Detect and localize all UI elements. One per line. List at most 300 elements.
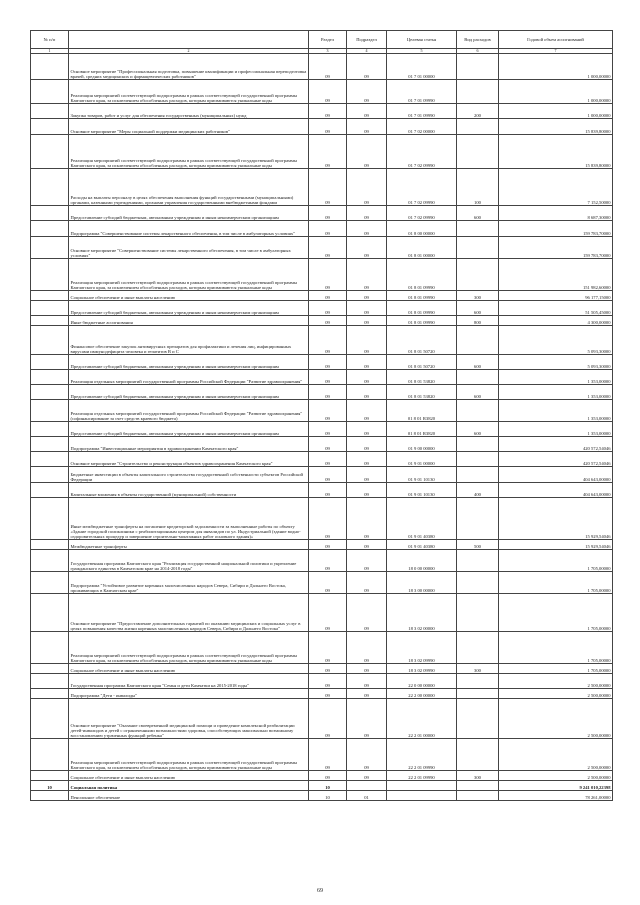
table-row [31, 316, 613, 326]
table-row [31, 791, 613, 801]
row-razdel: 09 [309, 437, 347, 452]
row-podrazdel: 09 [347, 689, 387, 699]
row-amount: 420 572,54046 [499, 437, 613, 452]
row-expense-type [457, 119, 499, 135]
row-index [31, 301, 69, 316]
row-index [31, 437, 69, 452]
column-number: 4 [347, 49, 387, 54]
table-row [31, 259, 613, 291]
row-amount: 9 241 010,22398 [499, 781, 613, 791]
row-index [31, 135, 69, 169]
row-index [31, 550, 69, 572]
column-number: 3 [309, 49, 347, 54]
row-razdel: 09 [309, 689, 347, 699]
row-razdel: 09 [309, 301, 347, 316]
row-target-article: 18 3 02 09990 [387, 632, 457, 664]
row-expense-type [457, 674, 499, 689]
row-amount: 1 705,00000 [499, 550, 613, 572]
row-target-article: 22 2 01 00000 [387, 699, 457, 739]
row-target-article: 01 9 01 10130 [387, 467, 457, 483]
row-amount: 404 643,00000 [499, 483, 613, 498]
header-annual-volume: Годовой объем ассигнований [499, 31, 613, 49]
row-podrazdel: 09 [347, 572, 387, 594]
row-index [31, 791, 69, 801]
row-amount: 2 500,00000 [499, 689, 613, 699]
row-target-article: 22 0 00 00000 [387, 674, 457, 689]
table-row [31, 104, 613, 119]
column-number: 7 [499, 49, 613, 54]
table-row [31, 385, 613, 400]
column-number: 2 [69, 49, 309, 54]
row-razdel: 09 [309, 572, 347, 594]
row-expense-type: 100 [457, 169, 499, 206]
row-target-article: 01 8 01 50720 [387, 355, 457, 370]
header-expense-type: Вид расходов [457, 31, 499, 49]
row-podrazdel: 09 [347, 169, 387, 206]
table-row [31, 498, 613, 540]
row-podrazdel: 09 [347, 594, 387, 632]
row-expense-type [457, 739, 499, 771]
row-podrazdel: 09 [347, 550, 387, 572]
row-target-article: 01 7 02 00000 [387, 119, 457, 135]
row-razdel: 09 [309, 699, 347, 739]
row-expense-type: 200 [457, 104, 499, 119]
row-razdel: 10 [309, 791, 347, 801]
row-name: Иные межбюджетные трансферты на погашение кредиторской задолженности за выполненные работы по объекту «Здание городской поликлиники с реабилитационным центром для инвалидов по ул. Индустриальной (здание водно-оздоровительных процедур и завершение строительно-монтажных работ основного здания)» [69, 498, 309, 540]
row-index [31, 370, 69, 385]
row-amount: 5 093,30000 [499, 326, 613, 355]
row-index [31, 674, 69, 689]
row-index [31, 54, 69, 80]
row-name: Основное мероприятие "Меры социальной поддержки медицинских работников" [69, 119, 309, 135]
row-podrazdel: 09 [347, 771, 387, 781]
row-expense-type: 800 [457, 316, 499, 326]
row-amount: 1 000,00000 [499, 80, 613, 104]
row-expense-type [457, 498, 499, 540]
table-row [31, 781, 613, 791]
row-podrazdel: 09 [347, 80, 387, 104]
row-podrazdel: 09 [347, 206, 387, 221]
row-name: Подпрограмма "Дети - инвалиды" [69, 689, 309, 699]
row-razdel: 09 [309, 355, 347, 370]
row-index [31, 291, 69, 301]
row-name: Реализация мероприятий соответствующей подпрограммы в рамках соответствующей государственной программы Камчатского края, за исключением обособленных расходов, которым присваиваются уникальные коды [69, 135, 309, 169]
row-razdel: 09 [309, 119, 347, 135]
row-podrazdel: 09 [347, 385, 387, 400]
row-expense-type [457, 689, 499, 699]
row-amount: 15 839,80000 [499, 119, 613, 135]
table-row [31, 301, 613, 316]
row-target-article: 01 7 01 09990 [387, 80, 457, 104]
row-podrazdel: 09 [347, 291, 387, 301]
header-podrazdel: Подраздел [347, 31, 387, 49]
row-podrazdel: 09 [347, 437, 387, 452]
row-name: Реализация мероприятий соответствующей подпрограммы в рамках соответствующей государственной программы Камчатского края, за исключением обособленных расходов, которым присваиваются уникальные коды [69, 739, 309, 771]
row-target-article: 01 7 01 09990 [387, 104, 457, 119]
row-podrazdel: 09 [347, 259, 387, 291]
row-expense-type [457, 791, 499, 801]
row-amount: 2 500,00000 [499, 674, 613, 689]
table-row [31, 54, 613, 80]
table-row [31, 206, 613, 221]
row-expense-type: 300 [457, 664, 499, 674]
row-amount: 1 000,00000 [499, 54, 613, 80]
table-row [31, 80, 613, 104]
row-razdel: 09 [309, 206, 347, 221]
row-target-article: 01 8 01 50720 [387, 326, 457, 355]
row-podrazdel: 09 [347, 540, 387, 550]
table-row [31, 370, 613, 385]
row-index [31, 498, 69, 540]
row-name: Подпрограмма "Совершенствование системы лекарственного обеспечения, в том числе в амбулаторных условиях" [69, 221, 309, 237]
row-index [31, 80, 69, 104]
row-target-article: 01 9 01 00000 [387, 452, 457, 467]
table-row [31, 689, 613, 699]
row-razdel: 09 [309, 370, 347, 385]
row-index [31, 689, 69, 699]
table-row [31, 664, 613, 674]
row-razdel: 09 [309, 326, 347, 355]
row-name: Подпрограмма "Устойчивое развитие коренных малочисленных народов Севера, Сибири и Дальнего Востока, проживающих в Камчатском крае" [69, 572, 309, 594]
row-razdel: 09 [309, 259, 347, 291]
row-index [31, 221, 69, 237]
row-amount: 1 353,00000 [499, 400, 613, 422]
row-name: Предоставление субсидий бюджетным, автономным учреждениям и иным некоммерческим организациям [69, 355, 309, 370]
row-target-article: 01 7 01 00000 [387, 54, 457, 80]
row-name: Государственная программа Камчатского края "Семья и дети Камчатки на 2015-2018 годы" [69, 674, 309, 689]
row-razdel: 09 [309, 452, 347, 467]
row-expense-type [457, 54, 499, 80]
row-razdel: 09 [309, 739, 347, 771]
row-target-article: 01 8 01 R3820 [387, 400, 457, 422]
row-name: Реализация отдельных мероприятий государственной программы Российской Федерации "Развитие здравоохранения" [69, 370, 309, 385]
row-expense-type: 300 [457, 291, 499, 301]
row-target-article: 22 2 00 00000 [387, 689, 457, 699]
row-index [31, 483, 69, 498]
row-index [31, 259, 69, 291]
row-podrazdel: 09 [347, 467, 387, 483]
row-razdel: 09 [309, 540, 347, 550]
row-razdel: 09 [309, 632, 347, 664]
row-name: Социальное обеспечение и иные выплаты населению [69, 771, 309, 781]
row-podrazdel: 09 [347, 483, 387, 498]
table-row [31, 169, 613, 206]
column-number: 1 [31, 49, 69, 54]
table-row [31, 422, 613, 437]
row-index [31, 206, 69, 221]
row-amount: 1 353,00000 [499, 370, 613, 385]
row-index [31, 572, 69, 594]
row-expense-type: 600 [457, 301, 499, 316]
row-razdel: 09 [309, 237, 347, 259]
row-amount: 1 705,00000 [499, 594, 613, 632]
row-podrazdel: 01 [347, 791, 387, 801]
table-row [31, 221, 613, 237]
table-row [31, 326, 613, 355]
row-index [31, 540, 69, 550]
row-podrazdel: 09 [347, 422, 387, 437]
row-target-article: 01 7 02 09990 [387, 206, 457, 221]
row-index: 10 [31, 781, 69, 791]
row-index [31, 316, 69, 326]
row-name: Реализация отдельных мероприятий государственной программы Российской Федерации "Развитие здравоохранения" (софинансирование за счет средств краевого бюджета) [69, 400, 309, 422]
row-podrazdel: 09 [347, 664, 387, 674]
row-amount: 51 505,45000 [499, 301, 613, 316]
row-razdel: 09 [309, 54, 347, 80]
row-expense-type [457, 781, 499, 791]
row-expense-type [457, 550, 499, 572]
row-podrazdel: 09 [347, 498, 387, 540]
row-podrazdel: 09 [347, 237, 387, 259]
table-row [31, 632, 613, 664]
row-name: Пенсионное обеспечение [69, 791, 309, 801]
row-name: Капитальные вложения в объекты государственной (муниципальной) собственности [69, 483, 309, 498]
row-podrazdel: 09 [347, 739, 387, 771]
row-podrazdel: 09 [347, 400, 387, 422]
row-expense-type [457, 135, 499, 169]
row-razdel: 09 [309, 385, 347, 400]
table-row [31, 355, 613, 370]
table-row [31, 550, 613, 572]
row-index [31, 594, 69, 632]
table-header-row [31, 31, 613, 49]
row-expense-type [457, 594, 499, 632]
row-razdel: 09 [309, 316, 347, 326]
row-amount: 5 093,30000 [499, 355, 613, 370]
row-target-article: 01 9 01 40380 [387, 498, 457, 540]
row-target-article: 22 2 01 09990 [387, 771, 457, 781]
row-razdel: 09 [309, 483, 347, 498]
row-expense-type: 500 [457, 540, 499, 550]
row-podrazdel: 09 [347, 316, 387, 326]
row-target-article: 01 8 01 53820 [387, 385, 457, 400]
row-target-article: 01 8 01 09990 [387, 316, 457, 326]
row-razdel: 09 [309, 221, 347, 237]
row-target-article: 18 3 00 00000 [387, 572, 457, 594]
row-razdel: 09 [309, 400, 347, 422]
row-name: Расходы на выплаты персоналу в целях обеспечения выполнения функций государственными (муниципальными) органами, казенными учреждениями, органами управления государственными внебюджетными фондами [69, 169, 309, 206]
header-index: № п/п [31, 31, 69, 49]
row-amount: 7 152,50000 [499, 169, 613, 206]
row-expense-type [457, 632, 499, 664]
row-target-article: 18 3 02 09990 [387, 664, 457, 674]
row-amount: 2 500,00000 [499, 699, 613, 739]
row-target-article: 01 8 00 00000 [387, 221, 457, 237]
table-row [31, 572, 613, 594]
row-podrazdel [347, 781, 387, 791]
row-razdel: 09 [309, 291, 347, 301]
row-target-article: 01 8 01 09990 [387, 301, 457, 316]
row-target-article: 01 8 01 53820 [387, 370, 457, 385]
row-target-article: 01 9 01 10130 [387, 483, 457, 498]
table-body [31, 54, 613, 801]
row-expense-type: 600 [457, 355, 499, 370]
row-name: Основное мероприятие "Совершенствование системы лекарственного обеспечения, в том числе в амбулаторных условиях" [69, 237, 309, 259]
row-amount: 1 705,00000 [499, 632, 613, 664]
table-row [31, 739, 613, 771]
row-amount: 96 177,15000 [499, 291, 613, 301]
row-podrazdel: 09 [347, 452, 387, 467]
row-name: Бюджетные инвестиции в объекты капитального строительства государственной собственности субъектов Российской Федерации [69, 467, 309, 483]
row-target-article [387, 791, 457, 801]
row-name: Подпрограмма "Инвестиционные мероприятия в здравоохранении Камчатского края" [69, 437, 309, 452]
row-index [31, 664, 69, 674]
row-target-article: 01 8 01 R3820 [387, 422, 457, 437]
header-name [69, 31, 309, 49]
row-name: Реализация мероприятий соответствующей подпрограммы в рамках соответствующей государственной программы Камчатского края, за исключением обособленных расходов, которым присваиваются уникальные коды [69, 80, 309, 104]
row-target-article: 01 7 02 09990 [387, 135, 457, 169]
column-number: 6 [457, 49, 499, 54]
row-expense-type [457, 237, 499, 259]
row-index [31, 739, 69, 771]
row-index [31, 119, 69, 135]
table-row [31, 699, 613, 739]
row-target-article: 01 8 01 09990 [387, 259, 457, 291]
row-expense-type [457, 221, 499, 237]
row-razdel: 09 [309, 80, 347, 104]
row-name: Социальное обеспечение и иные выплаты населению [69, 291, 309, 301]
table-row [31, 452, 613, 467]
row-podrazdel: 09 [347, 674, 387, 689]
row-name: Социальная политика [69, 781, 309, 791]
row-razdel: 09 [309, 422, 347, 437]
table-row [31, 540, 613, 550]
row-amount: 15 929,54046 [499, 540, 613, 550]
row-podrazdel: 09 [347, 301, 387, 316]
row-name: Основное мероприятие "Предоставление дополнительных гарантий по оказанию медицинских и социальных услуг в целях повышения качества жизни коренных малочисленных народов Севера, Сибири и Дальнего Востока" [69, 594, 309, 632]
table-row [31, 771, 613, 781]
row-razdel: 09 [309, 135, 347, 169]
row-amount: 420 572,54046 [499, 452, 613, 467]
header-razdel: Раздел [309, 31, 347, 49]
row-expense-type: 300 [457, 771, 499, 781]
row-expense-type [457, 259, 499, 291]
row-index [31, 699, 69, 739]
row-target-article [387, 781, 457, 791]
row-razdel: 09 [309, 664, 347, 674]
row-name: Межбюджетные трансферты [69, 540, 309, 550]
table-row [31, 483, 613, 498]
row-name: Финансовое обеспечение закупок антивирусных препаратов для профилактики и лечения лиц, инфицированных вирусами иммунодефицита человека и гепатитов В и С [69, 326, 309, 355]
row-index [31, 104, 69, 119]
row-podrazdel: 09 [347, 221, 387, 237]
row-podrazdel: 09 [347, 370, 387, 385]
row-index [31, 169, 69, 206]
page-number: 69 [317, 888, 323, 894]
row-expense-type [457, 572, 499, 594]
row-razdel: 09 [309, 467, 347, 483]
budget-table [30, 30, 613, 801]
row-podrazdel: 09 [347, 355, 387, 370]
row-index [31, 237, 69, 259]
row-amount: 8 687,30000 [499, 206, 613, 221]
row-index [31, 422, 69, 437]
row-amount: 4 300,00000 [499, 316, 613, 326]
row-index [31, 632, 69, 664]
row-name: Предоставление субсидий бюджетным, автономным учреждениям и иным некоммерческим организациям [69, 206, 309, 221]
row-amount: 1 353,00000 [499, 422, 613, 437]
row-expense-type: 600 [457, 206, 499, 221]
row-amount: 2 500,00000 [499, 739, 613, 771]
row-razdel: 09 [309, 498, 347, 540]
row-podrazdel: 09 [347, 54, 387, 80]
row-index [31, 326, 69, 355]
row-name: Реализация мероприятий соответствующей подпрограммы в рамках соответствующей государственной программы Камчатского края, за исключением обособленных расходов, которым присваиваются уникальные коды [69, 259, 309, 291]
row-index [31, 355, 69, 370]
row-expense-type [457, 437, 499, 452]
row-index [31, 400, 69, 422]
row-podrazdel: 09 [347, 119, 387, 135]
row-target-article: 01 8 01 09990 [387, 291, 457, 301]
table-row [31, 594, 613, 632]
row-razdel: 09 [309, 169, 347, 206]
row-podrazdel: 09 [347, 104, 387, 119]
row-expense-type: 600 [457, 422, 499, 437]
row-name: Основное мероприятие "Строительство и реконструкция объектов здравоохранения Камчатского края" [69, 452, 309, 467]
row-target-article: 01 9 01 40380 [387, 540, 457, 550]
row-index [31, 771, 69, 781]
row-razdel: 09 [309, 674, 347, 689]
row-razdel: 09 [309, 550, 347, 572]
row-name: Иные бюджетные ассигнования [69, 316, 309, 326]
row-amount: 15 839,80000 [499, 135, 613, 169]
row-name: Социальное обеспечение и иные выплаты населению [69, 664, 309, 674]
row-amount: 159 783,70000 [499, 221, 613, 237]
row-expense-type [457, 370, 499, 385]
row-name: Основное мероприятие "Профессиональная подготовка, повышение квалификации и профессиональная переподготовка врачей, средних медицинских и фармацевтических работников" [69, 54, 309, 80]
row-target-article: 01 8 01 00000 [387, 237, 457, 259]
table-row [31, 437, 613, 452]
table-row [31, 237, 613, 259]
table-row [31, 674, 613, 689]
row-target-article: 01 9 00 00000 [387, 437, 457, 452]
row-name: Закупка товаров, работ и услуг для обеспечения государственных (муниципальных) нужд [69, 104, 309, 119]
table-row [31, 400, 613, 422]
row-amount: 1 705,00000 [499, 572, 613, 594]
header-target-article: Целевая статья [387, 31, 457, 49]
row-expense-type: 600 [457, 385, 499, 400]
row-expense-type [457, 80, 499, 104]
row-index [31, 452, 69, 467]
row-podrazdel: 09 [347, 699, 387, 739]
row-target-article: 18 0 00 00000 [387, 550, 457, 572]
row-amount: 404 643,00000 [499, 467, 613, 483]
row-name: Государственная программа Камчатского края "Реализация государственной национальной политики и укрепление гражданского единства в Камчатском крае на 2014-2018 годы" [69, 550, 309, 572]
table-row [31, 467, 613, 483]
row-expense-type: 400 [457, 483, 499, 498]
row-amount: 159 783,70000 [499, 237, 613, 259]
row-target-article: 22 2 01 09990 [387, 739, 457, 771]
row-amount: 78 261,00000 [499, 791, 613, 801]
row-podrazdel: 09 [347, 632, 387, 664]
row-podrazdel: 09 [347, 326, 387, 355]
column-number: 5 [387, 49, 457, 54]
row-razdel: 09 [309, 771, 347, 781]
row-name: Основное мероприятие "Оказание своевременной медицинской помощи и проведение комплексной реабилитации детей-инвалидов и детей с ограниченными возможностями здоровья, способствующих максимально возможному восстановлению утраченных функций ребенка" [69, 699, 309, 739]
row-expense-type [457, 467, 499, 483]
row-target-article: 01 7 02 09990 [387, 169, 457, 206]
row-expense-type [457, 452, 499, 467]
row-name: Предоставление субсидий бюджетным, автономным учреждениям и иным некоммерческим организациям [69, 385, 309, 400]
row-target-article: 18 3 02 00000 [387, 594, 457, 632]
row-expense-type [457, 326, 499, 355]
row-index [31, 385, 69, 400]
row-name: Предоставление субсидий бюджетным, автономным учреждениям и иным некоммерческим организациям [69, 301, 309, 316]
row-amount: 1 353,00000 [499, 385, 613, 400]
row-razdel: 09 [309, 594, 347, 632]
table-row [31, 119, 613, 135]
row-index [31, 467, 69, 483]
